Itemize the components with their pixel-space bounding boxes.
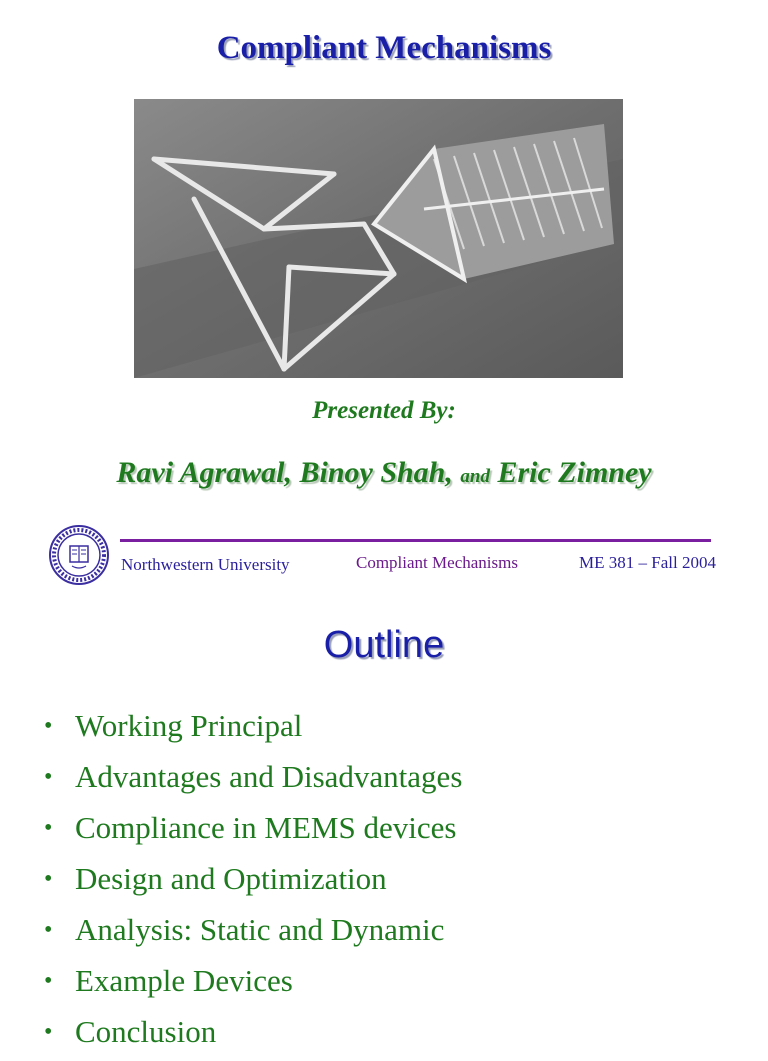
bullet-icon: • xyxy=(44,815,53,841)
author-name: Eric Zimney xyxy=(497,456,652,489)
footer-rule xyxy=(120,539,711,542)
slide-title: Compliant Mechanisms xyxy=(216,30,552,66)
separator: , xyxy=(445,456,453,489)
bullet-icon: • xyxy=(44,917,53,943)
list-item xyxy=(44,959,462,1010)
list-item-text: Working Principal xyxy=(75,708,303,743)
bullet-icon: • xyxy=(44,866,53,892)
outline-title: Outline xyxy=(323,624,445,666)
bullet-icon: • xyxy=(44,968,53,994)
bullet-icon: • xyxy=(44,764,53,790)
list-item-text: Example Devices xyxy=(75,963,293,998)
author-name: Ravi Agrawal xyxy=(116,456,285,489)
list-item-text: Conclusion xyxy=(75,1014,217,1049)
list-item xyxy=(44,1010,462,1061)
outline-list xyxy=(44,704,462,1061)
author-list xyxy=(0,456,768,490)
list-item-text: Analysis: Static and Dynamic xyxy=(75,912,445,947)
list-item xyxy=(44,755,462,806)
mems-micrograph-image xyxy=(134,99,623,378)
presented-by-label: Presented By: xyxy=(312,397,456,424)
university-seal-icon xyxy=(48,524,110,586)
bullet-icon: • xyxy=(44,1019,53,1045)
list-item-text: Compliance in MEMS devices xyxy=(75,810,457,845)
list-item xyxy=(44,857,462,908)
separator: , xyxy=(284,456,292,489)
bullet-icon: • xyxy=(44,713,53,739)
list-item-text: Design and Optimization xyxy=(75,861,387,896)
list-item-text: Advantages and Disadvantages xyxy=(75,759,463,794)
and-connector: and xyxy=(460,466,490,487)
author-name: Binoy Shah xyxy=(299,456,446,489)
list-item xyxy=(44,806,462,857)
footer-university: Northwestern University xyxy=(121,555,290,574)
footer-course: ME 381 – Fall 2004 xyxy=(579,553,716,572)
outline-slide xyxy=(0,600,768,1049)
list-item xyxy=(44,908,462,959)
list-item xyxy=(44,704,462,755)
footer-topic: Compliant Mechanisms xyxy=(356,553,518,572)
